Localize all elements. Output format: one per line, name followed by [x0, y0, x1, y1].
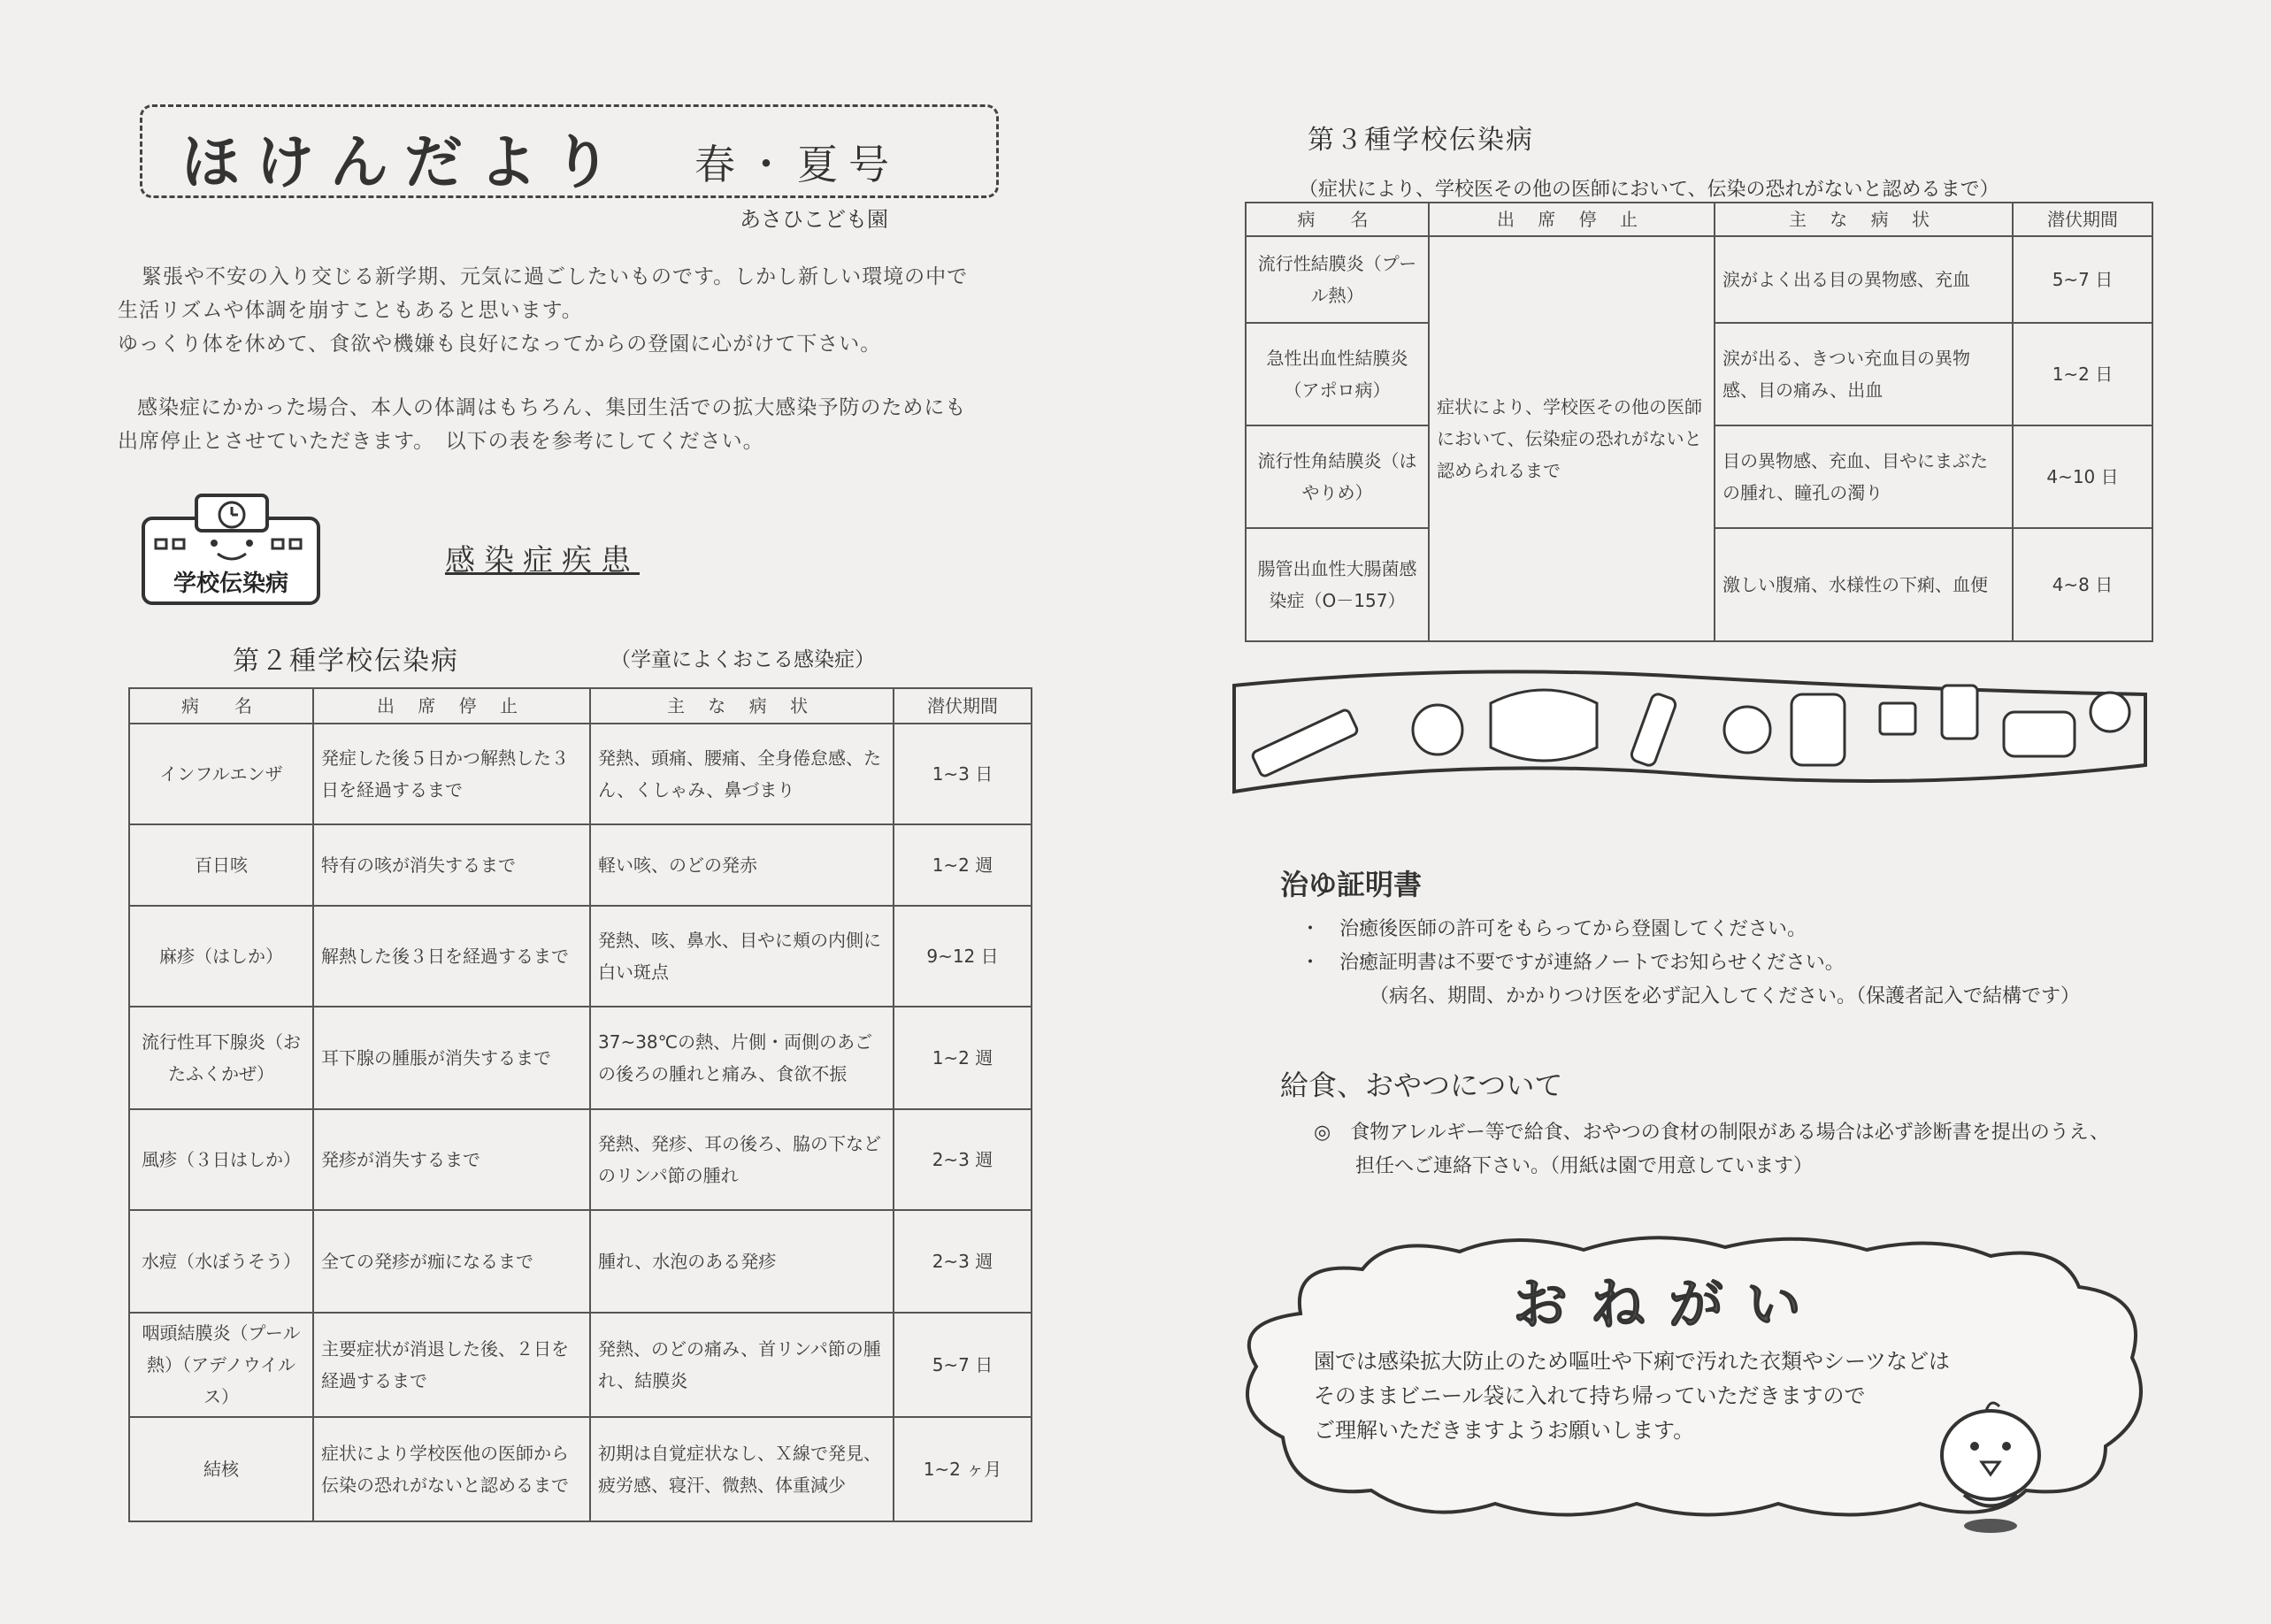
symptoms: 目の異物感、充血、目やにまぶたの腫れ、瞳孔の濁り: [1715, 425, 2013, 528]
symptoms: 発熱、頭痛、腰痛、全身倦怠感、たん、くしゃみ、鼻づまり: [590, 724, 894, 824]
intro-line-4: 感染症にかかった場合、本人の体調はもちろん、集団生活での拡大感染予防のためにも: [137, 396, 967, 419]
request-text: [1314, 1344, 1950, 1448]
disease-name: 水痘（水ぼうそう）: [129, 1210, 313, 1313]
stop-condition: 発疹が消失するまで: [313, 1109, 590, 1210]
bottle-icon: [1630, 693, 1677, 768]
type3-table: [1245, 202, 2153, 642]
incubation-period: 4~10 日: [2013, 425, 2152, 528]
meals-line-2: 担任へご連絡下さい。（用紙は園で用意しています）: [1355, 1155, 1814, 1177]
certificate-item-3: （病名、期間、かかりつけ医を必ず記入してください。（保護者記入で結構です）: [1370, 985, 2081, 1007]
symptoms: 腫れ、水泡のある発疹: [590, 1210, 894, 1313]
col-header-symptoms: 主 な 病 状: [590, 688, 894, 724]
stop-condition: 耳下腺の腫脹が消失するまで: [313, 1007, 590, 1109]
stop-condition: 特有の咳が消失するまで: [313, 824, 590, 906]
stop-condition: 解熱した後３日を経過するまで: [313, 906, 590, 1007]
intro-line-1: 緊張や不安の入り交じる新学期、元気に過ごしたいものです。しかし新しい環境の中で: [142, 265, 969, 288]
symptoms: 激しい腹痛、水様性の下痢、血便: [1715, 528, 2013, 641]
badge-label: 学校伝染病: [173, 571, 289, 597]
disease-name: 百日咳: [129, 824, 313, 906]
germ-icon: [2091, 693, 2129, 732]
type2-table: [128, 687, 1032, 1522]
col-header-period: 潜伏期間: [894, 688, 1032, 724]
incubation-period: 2~3 週: [894, 1109, 1032, 1210]
col-header-period: 潜伏期間: [2013, 203, 2152, 236]
request-title: おねがい: [1513, 1272, 1825, 1337]
type3-title: 第３種学校伝染病: [1308, 125, 1534, 156]
incubation-period: 9~12 日: [894, 906, 1032, 1007]
disease-name: 咽頭結膜炎（プール熱）（アデノウイルス）: [129, 1313, 313, 1417]
table-row: [129, 724, 1032, 824]
school-building-icon: [140, 492, 322, 607]
pill-box-icon: [1880, 703, 1915, 734]
disease-name: 麻疹（はしか）: [129, 906, 313, 1007]
germ-icon: [1724, 707, 1770, 753]
type3-note: （症状により、学校医その他の医師において、伝染の恐れがないと認めるまで）: [1299, 179, 1999, 201]
intro-line-2: 生活リズムや体調を崩すこともあると思います。: [118, 299, 583, 322]
table-row: [129, 824, 1032, 906]
symptoms: 涙が出る、きつい充血目の異物感、目の痛み、出血: [1715, 323, 2013, 425]
syringe-icon: [1251, 709, 1358, 778]
table-row: [1246, 236, 2152, 323]
incubation-period: 4~8 日: [2013, 528, 2152, 641]
table-row: [129, 906, 1032, 1007]
issue-label: 春・夏号: [694, 141, 900, 188]
certificate-item-2: ・ 治癒証明書は不要ですが連絡ノートでお知らせください。: [1300, 952, 1845, 974]
symptoms: 涙がよく出る目の異物感、充血: [1715, 236, 2013, 323]
disease-name: 流行性耳下腺炎（おたふくかぜ）: [129, 1007, 313, 1109]
medicine-jar-icon: [1791, 694, 1845, 765]
incubation-period: 1~2 週: [894, 824, 1032, 906]
table-row: [129, 1007, 1032, 1109]
col-header-symptoms: 主 な 病 状: [1715, 203, 2013, 236]
disease-name: 流行性結膜炎（プール熱）: [1246, 236, 1429, 323]
chick-icon: [1911, 1393, 2070, 1539]
table-row: [129, 1313, 1032, 1417]
incubation-period: 5~7 日: [894, 1313, 1032, 1417]
mask-icon: [1491, 690, 1597, 761]
table-row: [129, 1417, 1032, 1521]
intro-line-3: ゆっくり体を休めて、食欲や機嫌も良好になってからの登園に心がけて下さい。: [118, 333, 882, 356]
section-title: 感染症疾患: [445, 543, 640, 578]
stop-condition: 全ての発疹が痂になるまで: [313, 1210, 590, 1313]
incubation-period: 2~3 週: [894, 1210, 1032, 1313]
certificate-title: 治ゆ証明書: [1280, 868, 1423, 901]
meals-line-1: ◎ 食物アレルギー等で給食、おやつの食材の制限がある場合は必ず診断書を提出のうえ、: [1314, 1122, 2110, 1144]
meals-title: 給食、おやつについて: [1280, 1069, 1563, 1102]
disease-name: 急性出血性結膜炎（アポロ病）: [1246, 323, 1429, 425]
certificate-item-1-text: 治癒後医師の許可をもらってから登園してください。: [1339, 918, 1807, 940]
symptoms: 37~38℃の熱、片側・両側のあごの後ろの腫れと痛み、食欲不振: [590, 1007, 894, 1109]
disease-name: 腸管出血性大腸菌感染症（O－157）: [1246, 528, 1429, 641]
request-line-2: そのままビニール袋に入れて持ち帰っていただきますので: [1314, 1383, 1866, 1408]
intro-line-5: 出席停止とさせていただきます。 以下の表を参考にしてください。: [118, 430, 764, 453]
col-header-stop: 出 席 停 止: [313, 688, 590, 724]
school-name: あさひこども園: [740, 207, 888, 232]
symptoms: 発熱、のどの痛み、首リンパ節の腫れ、結膜炎: [590, 1313, 894, 1417]
germ-icon: [1413, 705, 1462, 755]
disease-name: インフルエンザ: [129, 724, 313, 824]
certificate-item-1: ・ 治癒後医師の許可をもらってから登園してください。: [1300, 918, 1807, 940]
medicine-bottle-icon: [1942, 686, 1977, 739]
col-header-name: 病 名: [129, 688, 313, 724]
disease-name: 結核: [129, 1417, 313, 1521]
germ-illustration-banner: [1225, 659, 2150, 801]
type2-title: 第２種学校伝染病: [233, 646, 459, 677]
symptoms: 初期は自覚症状なし、Ｘ線で発見、疲労感、寝汗、微熱、体重減少: [590, 1417, 894, 1521]
incubation-period: 1~2 週: [894, 1007, 1032, 1109]
incubation-period: 1~3 日: [894, 724, 1032, 824]
disease-name: 風疹（３日はしか）: [129, 1109, 313, 1210]
symptoms: 発熱、発疹、耳の後ろ、脇の下などのリンパ節の腫れ: [590, 1109, 894, 1210]
incubation-period: 1~2 ヶ月: [894, 1417, 1032, 1521]
request-line-3: ご理解いただきますようお願いします。: [1314, 1418, 1695, 1443]
incubation-period: 1~2 日: [2013, 323, 2152, 425]
stop-condition: 症状により、学校医その他の医師において、伝染症の恐れがないと認められるまで: [1429, 236, 1715, 641]
incubation-period: 5~7 日: [2013, 236, 2152, 323]
certificate-item-2-text: 治癒証明書は不要ですが連絡ノートでお知らせください。: [1339, 952, 1845, 974]
table-row: [129, 1210, 1032, 1313]
stop-condition: 発症した後５日かつ解熱した３日を経過するまで: [313, 724, 590, 824]
stop-condition: 主要症状が消退した後、２日を経過するまで: [313, 1313, 590, 1417]
symptoms: 発熱、咳、鼻水、目やに頬の内側に白い斑点: [590, 906, 894, 1007]
disease-name: 流行性角結膜炎（はやりめ）: [1246, 425, 1429, 528]
symptoms: 軽い咳、のどの発赤: [590, 824, 894, 906]
request-line-1: 園では感染拡大防止のため嘔吐や下痢で汚れた衣類やシーツなどは: [1314, 1349, 1951, 1374]
type2-note: （学童によくおこる感染症）: [610, 648, 875, 671]
pill-pack-icon: [2004, 712, 2075, 756]
newsletter-title: ほけんだより: [181, 128, 627, 196]
table-row: [129, 1109, 1032, 1210]
col-header-stop: 出 席 停 止: [1429, 203, 1715, 236]
col-header-name: 病 名: [1246, 203, 1429, 236]
stop-condition: 症状により学校医他の医師から伝染の恐れがないと認めるまで: [313, 1417, 590, 1521]
